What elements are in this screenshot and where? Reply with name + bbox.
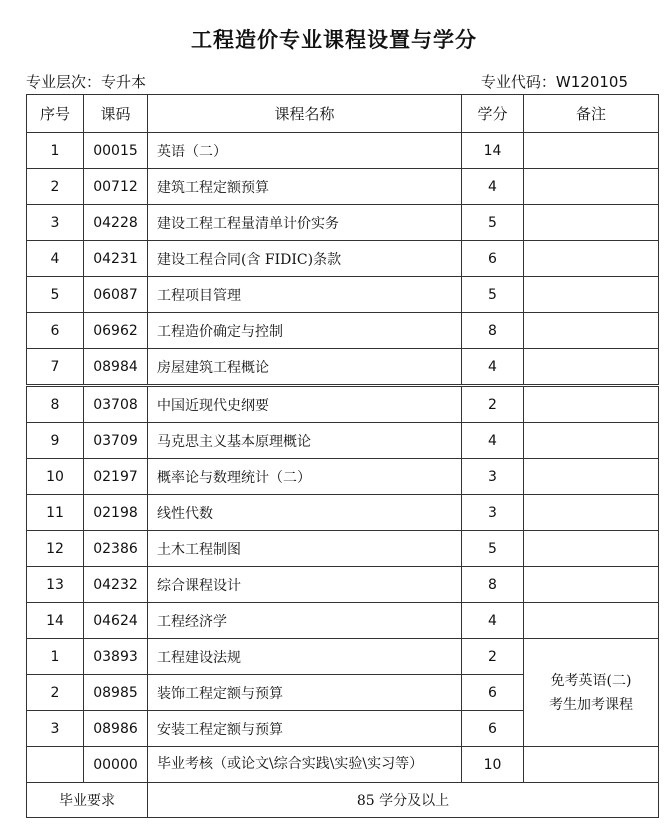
row-name: 安装工程定额与预算 <box>148 711 462 747</box>
row-code: 04231 <box>84 241 148 277</box>
row-note <box>524 205 659 241</box>
row-credit: 6 <box>462 241 524 277</box>
row-credit: 6 <box>462 675 524 711</box>
table-row <box>27 747 659 783</box>
row-name: 综合课程设计 <box>148 567 462 603</box>
table-row <box>27 459 659 495</box>
row-name: 毕业考核（或论文\综合实践\实验\实习等） <box>148 747 462 783</box>
footer-label: 毕业要求 <box>27 783 148 818</box>
table-row <box>27 205 659 241</box>
row-name: 线性代数 <box>148 495 462 531</box>
row-credit: 3 <box>462 459 524 495</box>
row-name: 马克思主义基本原理概论 <box>148 423 462 459</box>
row-code: 02386 <box>84 531 148 567</box>
row-no: 14 <box>27 603 84 639</box>
course-table <box>26 94 659 818</box>
major-code: 专业代码：W120105 <box>480 73 628 91</box>
table-row <box>27 423 659 459</box>
header-code: 课码 <box>84 95 148 133</box>
note-line-2: 考生加考课程 <box>549 696 633 713</box>
row-no: 9 <box>27 423 84 459</box>
page-title: 工程造价专业课程设置与学分 <box>191 28 477 52</box>
row-no: 12 <box>27 531 84 567</box>
extra-courses-note <box>524 639 659 747</box>
row-name: 工程项目管理 <box>148 277 462 313</box>
row-code: 04624 <box>84 603 148 639</box>
row-no: 5 <box>27 277 84 313</box>
row-no: 1 <box>27 133 84 169</box>
row-code: 00015 <box>84 133 148 169</box>
row-no: 8 <box>27 386 84 423</box>
row-credit: 5 <box>462 205 524 241</box>
row-credit: 5 <box>462 531 524 567</box>
row-credit: 14 <box>462 133 524 169</box>
table-row <box>27 567 659 603</box>
row-name: 概率论与数理统计（二） <box>148 459 462 495</box>
row-note <box>524 459 659 495</box>
row-note <box>524 133 659 169</box>
row-no: 3 <box>27 205 84 241</box>
row-code: 02197 <box>84 459 148 495</box>
graduation-requirement-row <box>27 783 659 818</box>
row-credit: 4 <box>462 423 524 459</box>
row-credit: 5 <box>462 277 524 313</box>
row-no: 3 <box>27 711 84 747</box>
row-no: 6 <box>27 313 84 349</box>
row-name: 建筑工程定额预算 <box>148 169 462 205</box>
row-code: 08984 <box>84 349 148 386</box>
row-name: 建设工程工程量清单计价实务 <box>148 205 462 241</box>
table-row <box>27 386 659 423</box>
table-row <box>27 133 659 169</box>
row-no: 7 <box>27 349 84 386</box>
header-credit: 学分 <box>462 95 524 133</box>
header-note: 备注 <box>524 95 659 133</box>
row-code: 03708 <box>84 386 148 423</box>
row-code: 08986 <box>84 711 148 747</box>
row-name: 工程经济学 <box>148 603 462 639</box>
row-credit: 8 <box>462 313 524 349</box>
table-row <box>27 313 659 349</box>
major-level: 专业层次：专升本 <box>26 73 147 91</box>
row-no: 2 <box>27 675 84 711</box>
row-note <box>524 169 659 205</box>
row-name: 工程造价确定与控制 <box>148 313 462 349</box>
row-credit: 2 <box>462 386 524 423</box>
row-name: 工程建设法规 <box>148 639 462 675</box>
row-no: 2 <box>27 169 84 205</box>
row-note <box>524 386 659 423</box>
row-code: 03709 <box>84 423 148 459</box>
table-row <box>27 241 659 277</box>
row-code: 06087 <box>84 277 148 313</box>
row-name: 中国近现代史纲要 <box>148 386 462 423</box>
row-code: 08985 <box>84 675 148 711</box>
table-row <box>27 277 659 313</box>
row-no: 10 <box>27 459 84 495</box>
row-name: 房屋建筑工程概论 <box>148 349 462 386</box>
row-credit: 4 <box>462 349 524 386</box>
table-row <box>27 169 659 205</box>
table-header-row <box>27 95 659 133</box>
row-note <box>524 423 659 459</box>
row-note <box>524 567 659 603</box>
row-note <box>524 241 659 277</box>
row-note <box>524 747 659 783</box>
row-credit: 8 <box>462 567 524 603</box>
row-credit: 2 <box>462 639 524 675</box>
row-note <box>524 603 659 639</box>
row-code: 04228 <box>84 205 148 241</box>
row-credit: 4 <box>462 603 524 639</box>
row-no: 1 <box>27 639 84 675</box>
row-note <box>524 277 659 313</box>
table-row <box>27 349 659 386</box>
row-name: 英语（二） <box>148 133 462 169</box>
header-no: 序号 <box>27 95 84 133</box>
row-name: 土木工程制图 <box>148 531 462 567</box>
row-no <box>27 747 84 783</box>
row-note <box>524 531 659 567</box>
row-code: 00000 <box>84 747 148 783</box>
row-credit: 3 <box>462 495 524 531</box>
row-code: 02198 <box>84 495 148 531</box>
row-note <box>524 495 659 531</box>
row-code: 04232 <box>84 567 148 603</box>
row-no: 11 <box>27 495 84 531</box>
row-credit: 6 <box>462 711 524 747</box>
table-row <box>27 639 659 675</box>
row-note <box>524 313 659 349</box>
table-row <box>27 531 659 567</box>
footer-value: 85 学分及以上 <box>148 783 659 818</box>
header-name: 课程名称 <box>148 95 462 133</box>
row-no: 13 <box>27 567 84 603</box>
row-code: 06962 <box>84 313 148 349</box>
table-row <box>27 495 659 531</box>
row-code: 03893 <box>84 639 148 675</box>
row-name: 装饰工程定额与预算 <box>148 675 462 711</box>
note-line-1: 免考英语(二) <box>550 672 632 689</box>
row-note <box>524 349 659 386</box>
row-credit: 10 <box>462 747 524 783</box>
row-code: 00712 <box>84 169 148 205</box>
row-name: 建设工程合同(含 FIDIC)条款 <box>148 241 462 277</box>
row-credit: 4 <box>462 169 524 205</box>
table-row <box>27 603 659 639</box>
row-no: 4 <box>27 241 84 277</box>
